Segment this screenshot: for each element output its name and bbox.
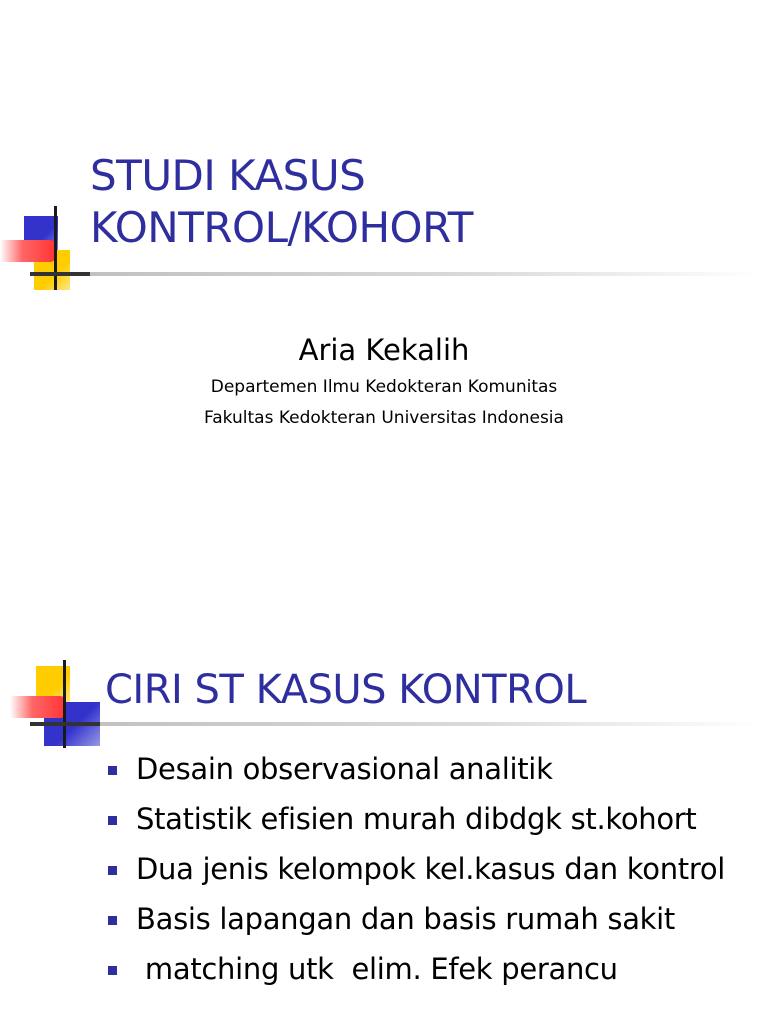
list-item-text: Statistik efisien murah dibdgk st.kohort bbox=[136, 802, 697, 836]
decoration-vertical-line bbox=[63, 660, 66, 748]
affiliation-department: Departemen Ilmu Kedokteran Komunitas bbox=[210, 377, 558, 397]
corner-decoration bbox=[0, 660, 110, 760]
list-item-text: Desain observasional analitik bbox=[136, 752, 553, 786]
slide-title bbox=[90, 150, 473, 254]
corner-decoration bbox=[0, 200, 100, 300]
bullet-square-icon bbox=[108, 816, 117, 825]
list-item bbox=[106, 950, 756, 989]
list-item bbox=[106, 850, 756, 889]
slide-title-line-1: STUDI KASUS bbox=[90, 151, 366, 200]
list-item bbox=[106, 900, 756, 939]
list-item-text: Dua jenis kelompok kel.kasus dan kontrol bbox=[136, 852, 726, 886]
bullet-square-icon bbox=[108, 766, 117, 775]
title-underline-dark bbox=[30, 722, 100, 726]
content-slide bbox=[0, 640, 768, 1024]
title-underline bbox=[30, 272, 760, 276]
decoration-red-bar bbox=[10, 696, 66, 718]
bullet-square-icon bbox=[108, 866, 117, 875]
list-item-text: Basis lapangan dan basis rumah sakit bbox=[136, 902, 675, 936]
list-item-text: matching utk elim. Efek perancu bbox=[136, 952, 618, 986]
author-name: Aria Kekalih bbox=[298, 333, 470, 367]
title-underline-dark bbox=[30, 272, 90, 276]
decoration-vertical-line bbox=[54, 206, 57, 290]
title-slide bbox=[0, 0, 768, 470]
affiliation-faculty: Fakultas Kedokteran Universitas Indonesia bbox=[204, 408, 564, 428]
list-item bbox=[106, 800, 756, 839]
bullet-square-icon bbox=[108, 966, 117, 975]
slide-title-line-2: KONTROL/KOHORT bbox=[90, 203, 473, 252]
title-underline bbox=[30, 722, 760, 726]
bullet-list bbox=[106, 750, 756, 1000]
slide-title: CIRI ST KASUS KONTROL bbox=[105, 667, 587, 713]
bullet-square-icon bbox=[108, 916, 117, 925]
list-item bbox=[106, 750, 756, 789]
decoration-red-bar bbox=[0, 240, 56, 262]
